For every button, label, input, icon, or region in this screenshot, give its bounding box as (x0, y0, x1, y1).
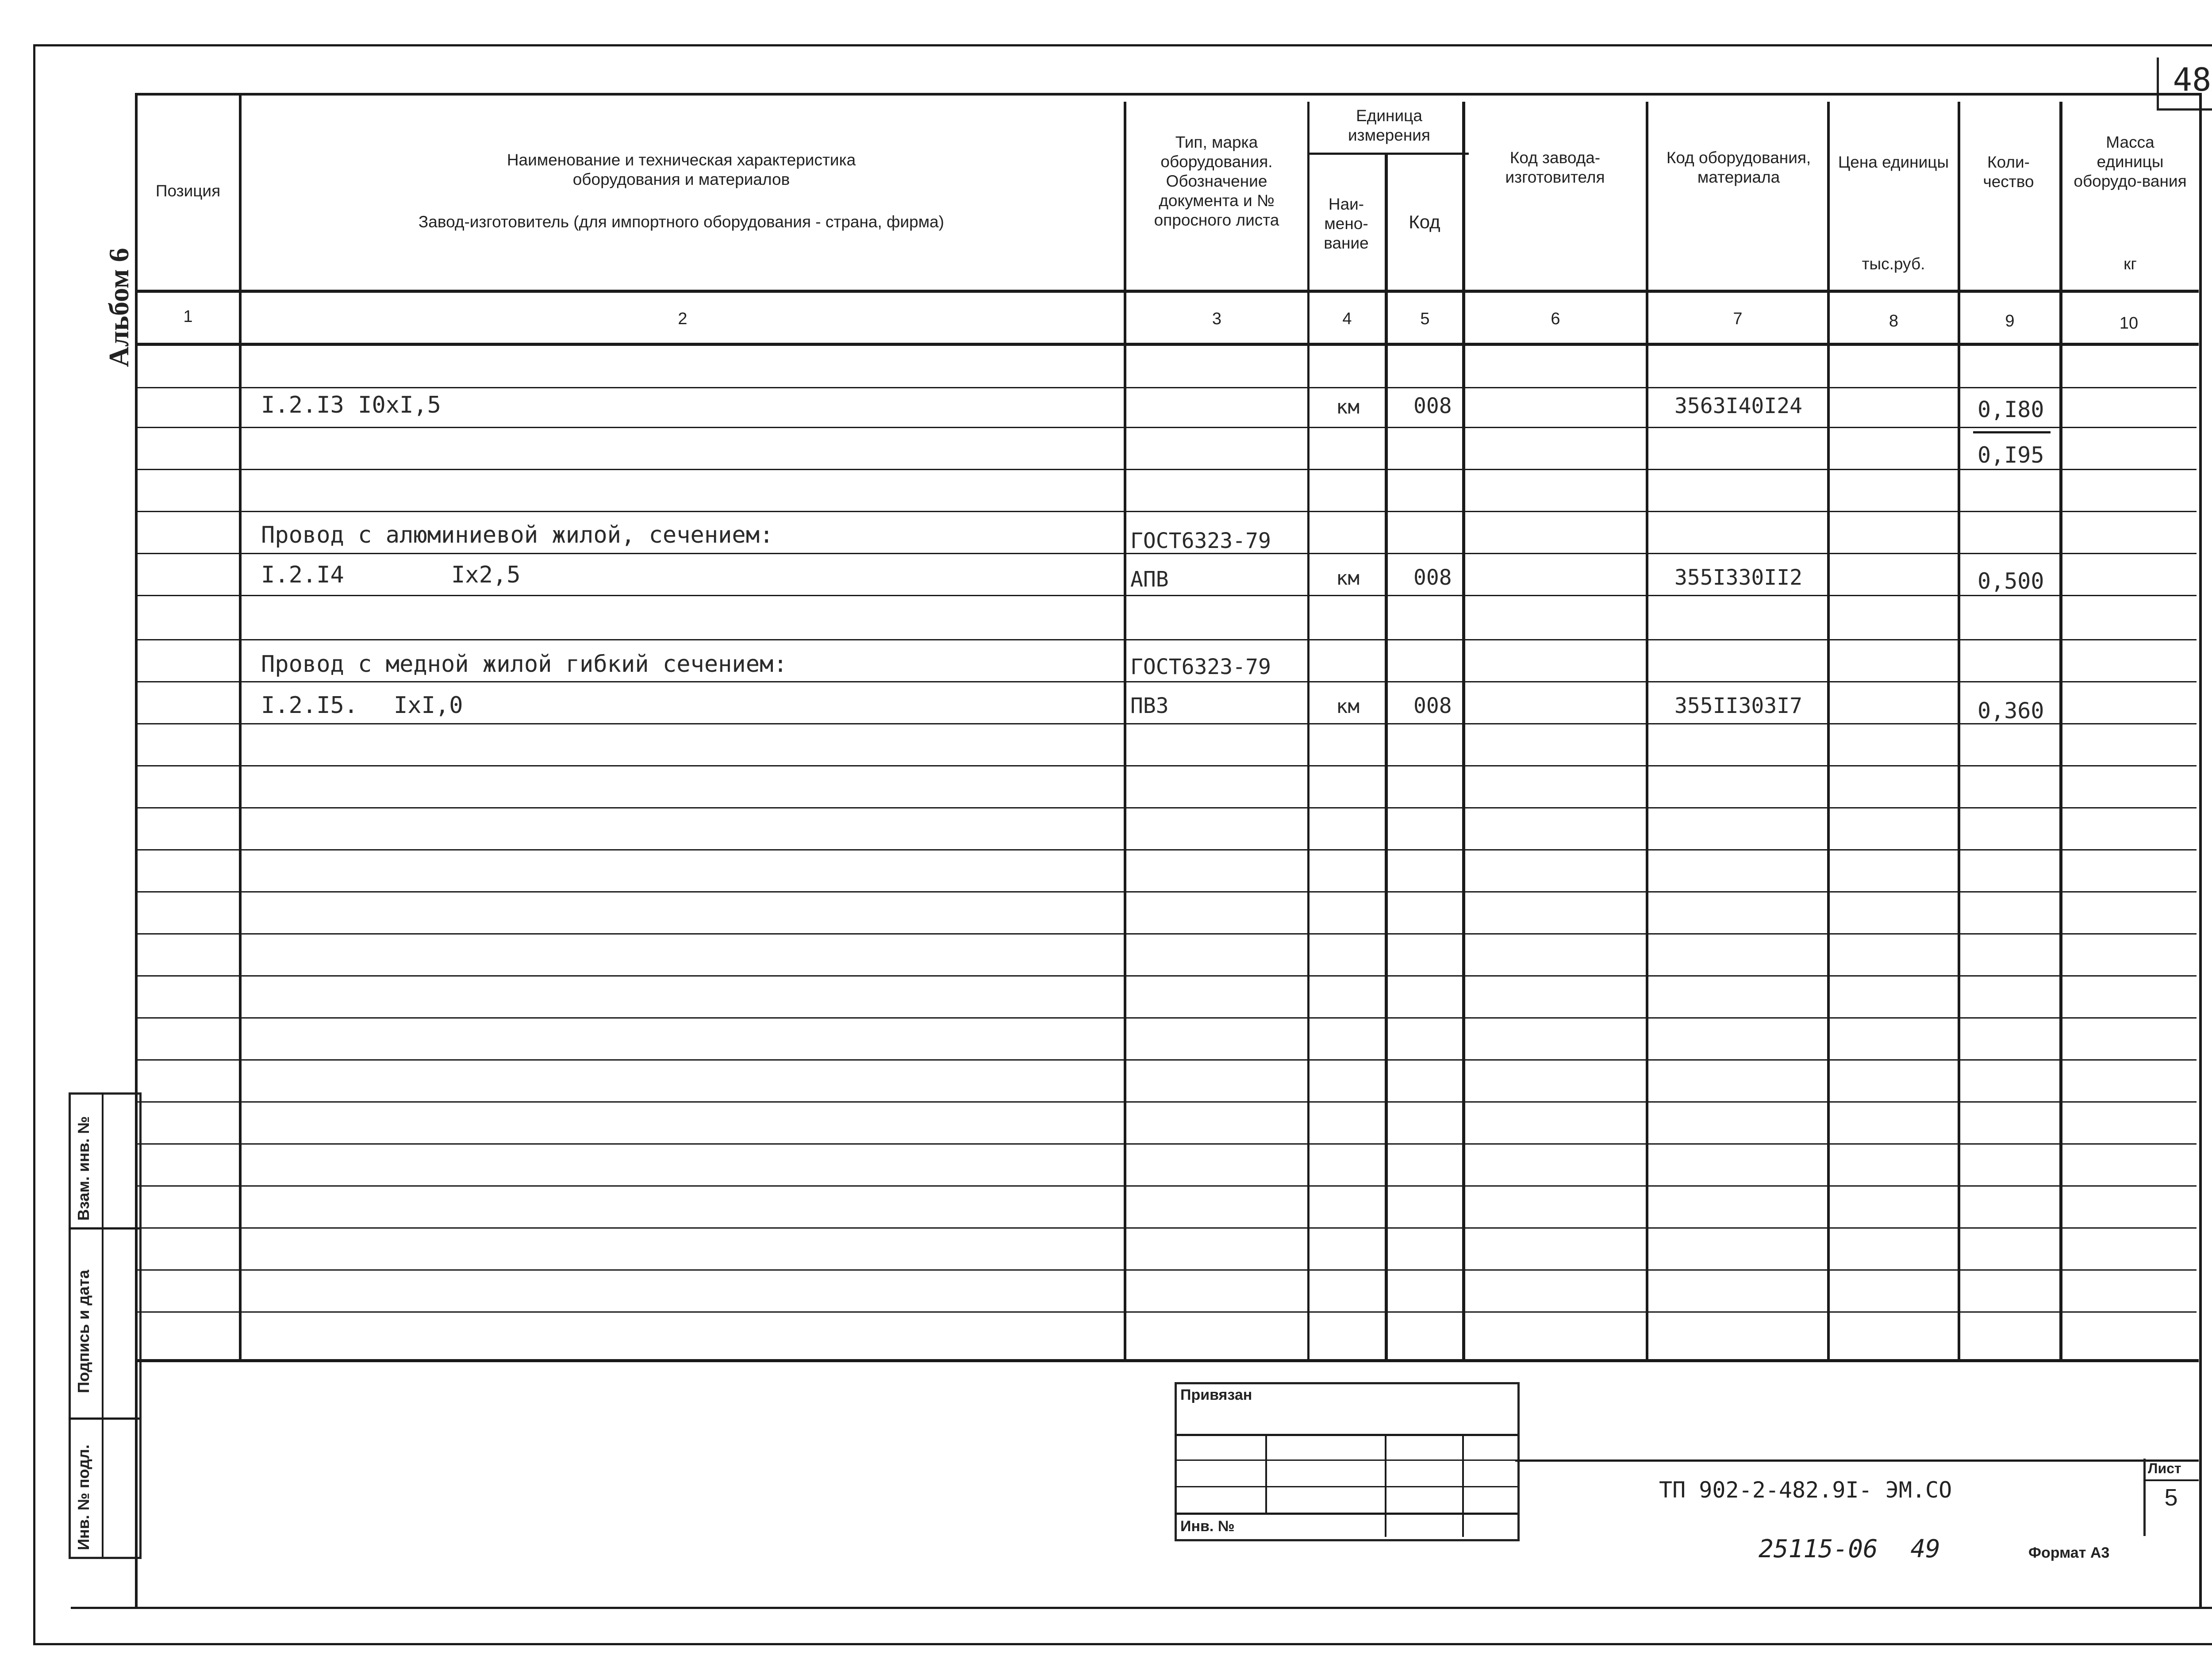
outer-frame-top (33, 44, 2212, 46)
side-label-podpis: Подпись и дата (74, 1270, 92, 1393)
row2-size: Ix2,5 (451, 562, 521, 588)
row2-code: 008 (1413, 565, 1452, 590)
header-kolichestvo: Коли-чество (1983, 153, 2034, 191)
sheet-number: 5 (2164, 1484, 2178, 1511)
row-line (135, 595, 2197, 596)
row-line (135, 1101, 2197, 1103)
row-line (135, 1017, 2197, 1019)
row-line (135, 681, 2197, 682)
stamp-privyazan-box (1175, 1382, 1520, 1541)
header-kod-unit: Код (1409, 211, 1440, 232)
outer-frame-bottom (33, 1643, 2212, 1645)
row-line (135, 1311, 2197, 1313)
archive-number (1759, 1535, 1940, 1563)
header-bottom-line (135, 290, 2199, 293)
header-naimenovanie-unit: Наи-мено-вание (1324, 195, 1369, 252)
col-sep-6 (1646, 102, 1648, 1362)
row-line (135, 1143, 2197, 1145)
row1-unit: км (1336, 396, 1359, 418)
row3-title: Провод с медной жилой гибкий сечением: (261, 651, 787, 678)
format-label: Формат А3 (2028, 1544, 2110, 1561)
row2-material-code: 355I330II2 (1674, 565, 1802, 590)
col-sep-8 (1958, 102, 1960, 1362)
col-sep-2 (1124, 102, 1126, 1362)
row-line (135, 891, 2197, 893)
row3-pos: I.2.I5. (261, 692, 358, 719)
archive-number-main: 25115-06 (1759, 1535, 1878, 1563)
row3-qty: 0,360 (1978, 698, 2044, 724)
row-line (135, 849, 2197, 850)
row-line (135, 1185, 2197, 1187)
row2-doc: АПВ (1130, 567, 1169, 592)
row-line (135, 511, 2197, 512)
row1b-qty: 0,I95 (1978, 442, 2044, 468)
header-tsena: Цена единицы (1838, 153, 1949, 171)
header-naimenovanie-1: Наименование и техническая характеристика (507, 151, 856, 169)
col-num-6: 6 (1551, 310, 1560, 328)
unit-group-line (1307, 153, 1469, 155)
sheet-box-line (2143, 1479, 2199, 1481)
side-stamp-vdiv (102, 1092, 104, 1557)
row-line (135, 639, 2197, 640)
stamp-privyazan: Привязан (1180, 1387, 1252, 1403)
row-line (135, 387, 2197, 388)
row3-unit: км (1336, 695, 1359, 718)
col-sep-7 (1827, 102, 1830, 1362)
row3-title-doc: ГОСТ6323-79 (1130, 655, 1271, 679)
col-num-9: 9 (2005, 312, 2015, 330)
header-unit-group: Единица измерения (1348, 107, 1430, 144)
col-sep-1 (239, 93, 242, 1362)
header-naimenovanie-3: Завод-изготовитель (для импортного оборудования - страна, фирма) (418, 213, 945, 231)
header-tsena-unit: тыс.руб. (1862, 255, 1925, 273)
header-tip-marka: Тип, марка оборудования. Обозначение документа и № опросного листа (1154, 133, 1279, 229)
row1-material-code: 3563I40I24 (1674, 394, 1802, 418)
row3-code: 008 (1413, 693, 1452, 718)
stamp-vline (1462, 1434, 1464, 1537)
col-num-4: 4 (1342, 310, 1352, 328)
row-line (135, 1059, 2197, 1061)
data-area-bottom (135, 1359, 2199, 1362)
stamp-line (1175, 1434, 1517, 1436)
qty-underline (1973, 431, 2051, 433)
stamp-line (1175, 1513, 1517, 1515)
col-num-7: 7 (1733, 310, 1743, 328)
side-label-inv-podl: Инв. № подл. (74, 1444, 92, 1550)
row3-doc: ПВЗ (1130, 693, 1169, 718)
row3-size: IxI,0 (394, 692, 463, 719)
page-number: 48 (2173, 61, 2212, 98)
row1-name: I.2.I3 I0xI,5 (261, 392, 441, 418)
album-label: Альбом 6 (103, 248, 134, 367)
row2-title-doc: ГОСТ6323-79 (1130, 529, 1271, 553)
stamp-vline (1385, 1434, 1386, 1537)
row-line (135, 1227, 2197, 1229)
number-row-bottom-line (135, 343, 2199, 346)
row2-title: Провод с алюминиевой жилой, сечением: (261, 522, 774, 548)
header-kod-zavoda: Код завода-изготовителя (1505, 149, 1605, 186)
header-pozitsiya: Позиция (155, 182, 221, 200)
header-massa: Масса единицы оборудо-вания (2074, 133, 2187, 190)
row-line (135, 975, 2197, 977)
stamp-inv-no: Инв. № (1180, 1518, 1235, 1535)
col-sep-4 (1385, 153, 1388, 1362)
doc-code (1659, 1477, 1952, 1503)
col-num-1: 1 (183, 307, 193, 326)
outer-frame-left (33, 44, 35, 1645)
row-line (135, 723, 2197, 724)
header-kod-oborudovaniya: Код оборудования, материала (1666, 149, 1811, 186)
doc-code-top-line (1515, 1459, 2199, 1462)
archive-number-second: 49 (1910, 1535, 1940, 1563)
row-line (135, 807, 2197, 808)
col-num-3: 3 (1212, 310, 1222, 328)
row-line (135, 427, 2197, 428)
stamp-line (1175, 1459, 1517, 1461)
header-naimenovanie-2: оборудования и материалов (572, 170, 790, 188)
row1-qty: 0,I80 (1978, 397, 2044, 422)
row-line (135, 469, 2197, 470)
header-massa-unit: кг (2124, 255, 2137, 273)
col-num-8: 8 (1889, 312, 1899, 330)
doc-code-text: ТП 902-2-482.9I- ЭМ.СО (1659, 1477, 1952, 1503)
col-sep-5 (1462, 102, 1465, 1362)
side-stamp-div2 (69, 1417, 139, 1420)
row2-unit: км (1336, 567, 1359, 590)
row3-material-code: 355II303I7 (1674, 693, 1802, 718)
stamp-vline (1265, 1434, 1267, 1513)
row2-pos: I.2.I4 (261, 562, 344, 588)
col-num-10: 10 (2119, 314, 2139, 333)
row1-code: 008 (1413, 394, 1452, 418)
row-line (135, 933, 2197, 935)
row-line (135, 765, 2197, 766)
side-label-vzam: Взам. инв. № (74, 1116, 92, 1221)
col-num-2: 2 (678, 310, 687, 328)
row2-qty: 0,500 (1978, 568, 2044, 594)
row-line (135, 1269, 2197, 1271)
col-sep-3 (1307, 102, 1310, 1362)
sheet-label: Лист (2148, 1460, 2181, 1476)
col-num-5: 5 (1420, 310, 1430, 328)
side-stamp-div1 (69, 1227, 139, 1230)
col-sep-9 (2059, 102, 2062, 1362)
stamp-line (1175, 1486, 1517, 1487)
